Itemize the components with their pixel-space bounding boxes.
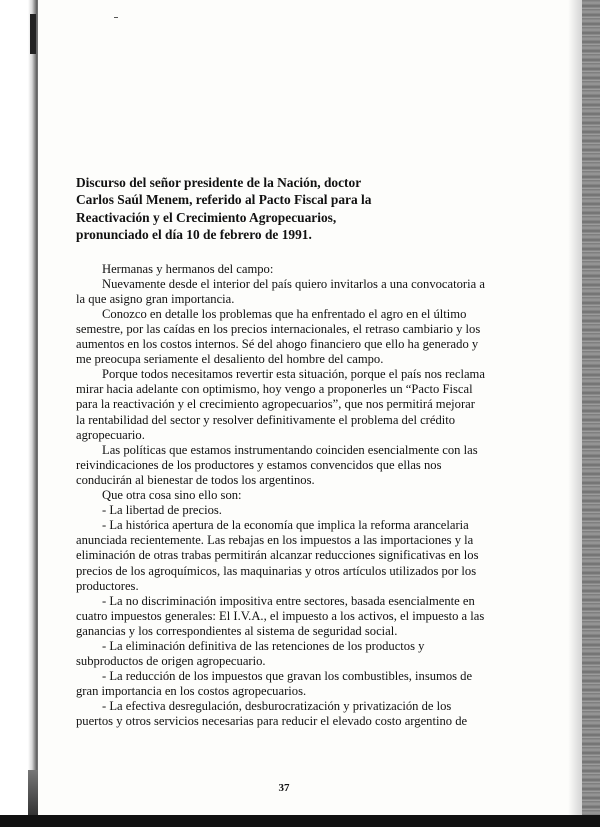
stray-scan-mark: [114, 17, 118, 18]
list-item: - La no discriminación impositiva entre sectores, basada esencialmente en cuatro impuestos generales: El I.V.A., el impuesto a los activos, el impuesto a las ganancias y los correspondientes al sistema de seguridad social.: [76, 593, 485, 638]
page-shadow-right: [568, 0, 582, 827]
page-number: 37: [278, 782, 290, 794]
paragraph: Hermanas y hermanos del campo:: [102, 261, 274, 276]
paragraph: Que otra cosa sino ello son:: [102, 488, 242, 503]
list-item: - La eliminación definitiva de las retenciones de los productos y subproductos de origen agropecuario.: [76, 638, 425, 669]
paragraph: Nuevamente desde el interior del país quiero invitarlos a una convocatoria a la que asigno gran importancia.: [76, 276, 485, 306]
page-binding-edge: [0, 0, 38, 827]
scanner-edge-right: [582, 0, 600, 827]
list-item: - La efectiva desregulación, desburocratización y privatización de los puertos y otros servicios necesarias para reducir el elevado costo argentino de: [76, 699, 468, 729]
list-item: - La libertad de precios.: [102, 503, 222, 518]
list-item: - La histórica apertura de la economía que implica la reforma arancelaria anunciada recientemente. Las rebajas en los impuestos a las importaciones y la eliminación de otras trabas permitirán alcanzar reducciones significativas en los precios de los agroquímicos, las maquinarias y otros artículos utilizados por los productores.: [76, 518, 479, 593]
list-item: - La reducción de los impuestos que gravan los combustibles, insumos de gran importancia en los costos agropecuarios.: [76, 669, 473, 699]
paragraph: Porque todos necesitamos revertir esta situación, porque el país nos reclama mirar hacia adelante con optimismo, hoy vengo a proponerles un “Pacto Fiscal para la reactivación y el crecimiento agropecuarios”, que nos permitirá mejorar la rentabilidad del sector y resolver definitivamente el problema del crédito agropecuario.: [76, 367, 485, 442]
document-body: [76, 262, 486, 730]
document-content: [76, 174, 486, 730]
binding-mark-top: [30, 14, 36, 54]
paragraph: Conozco en detalle los problemas que ha enfrentado el agro en el último semestre, por las caídas en los precios internacionales, el retraso cambiario y los aumentos en los costos internos. Sé del ahogo financiero que ello ha generado y me preocupa seriamente el desaliento del hombre del campo.: [76, 306, 481, 367]
paragraph: Las políticas que estamos instrumentando coinciden esencialmente con las reivindicaciones de los productores y estamos convencidos que ellas nos conducirán al bienestar de todos los argentinos.: [76, 442, 478, 487]
document-title: Discurso del señor presidente de la Nación, doctor Carlos Saúl Menem, referido al Pacto Fiscal para la Reactivación y el Crecimiento Agropecuarios, pronunciado el día 10 de febrero de 1991.: [76, 175, 372, 243]
scanner-edge-bottom: [0, 815, 600, 827]
